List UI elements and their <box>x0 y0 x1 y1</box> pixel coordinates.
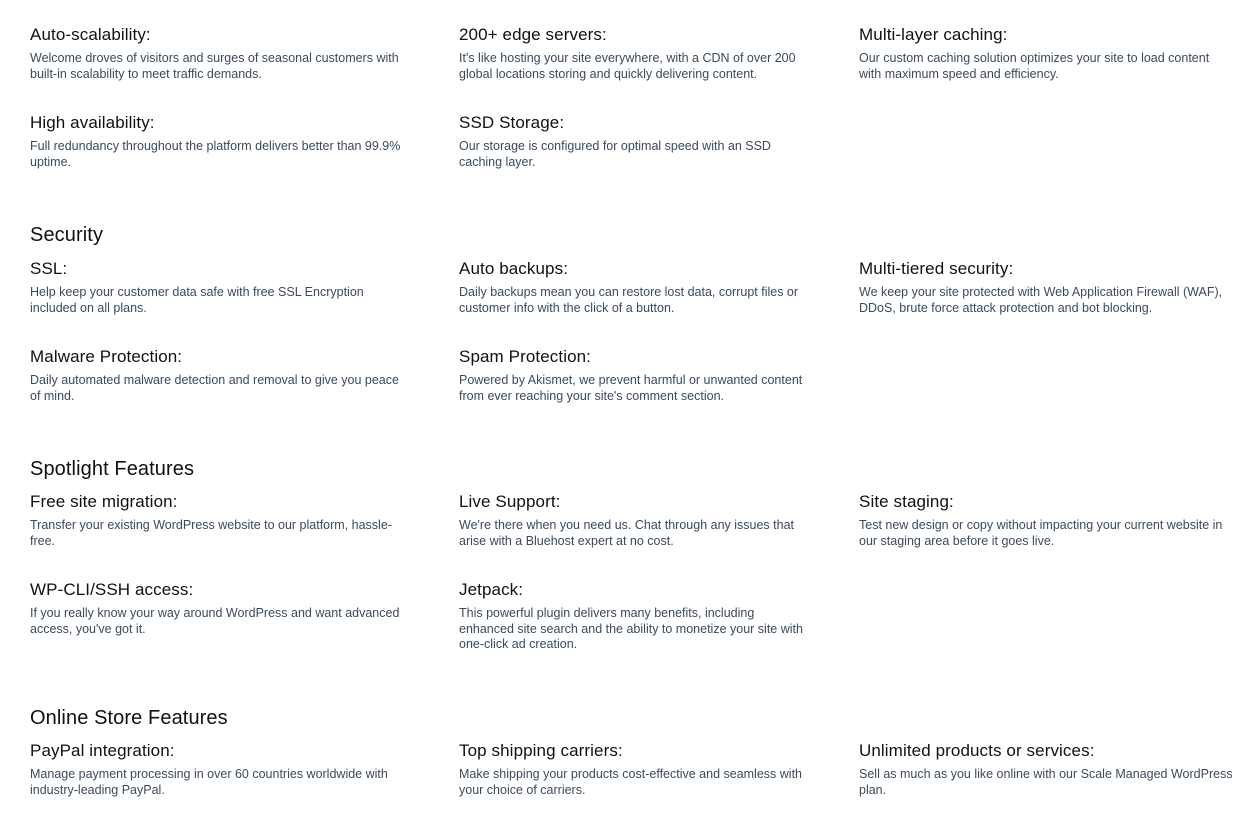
feature-description: Daily automated malware detection and removal to give you peace of mind. <box>30 373 399 403</box>
feature-ssd-storage <box>459 113 809 170</box>
feature-title: Malware Protection: <box>30 347 183 366</box>
feature-title: Auto backups: <box>459 259 569 278</box>
feature-multi-tiered-security <box>859 259 1234 316</box>
feature-spam-protection <box>459 347 809 404</box>
feature-description: Sell as much as you like online with our Scale Managed WordPress plan. <box>859 767 1233 797</box>
feature-title: Multi-tiered security: <box>859 259 1014 278</box>
feature-title: Top shipping carriers: <box>459 741 623 760</box>
feature-high-availability <box>30 113 410 170</box>
feature-auto-scalability <box>30 25 410 82</box>
feature-edge-servers <box>459 25 809 82</box>
feature-title: High availability: <box>30 113 155 132</box>
feature-unlimited-products <box>859 741 1234 798</box>
feature-title: SSL: <box>30 259 68 278</box>
feature-description: If you really know your way around WordPress and want advanced access, you've got it. <box>30 606 400 636</box>
feature-multi-layer-caching <box>859 25 1234 82</box>
feature-title: Spam Protection: <box>459 347 591 366</box>
section-title-security: Security <box>30 224 104 246</box>
feature-title: Site staging: <box>859 492 954 511</box>
feature-description: This powerful plugin delivers many benefits, including enhanced site search and the ability to monetize your site with one-click ad creation. <box>459 606 803 652</box>
feature-paypal-integration <box>30 741 410 798</box>
feature-description: Welcome droves of visitors and surges of seasonal customers with built-in scalability to meet traffic demands. <box>30 51 399 81</box>
feature-title: Jetpack: <box>459 580 524 599</box>
feature-description: Our storage is configured for optimal speed with an SSD caching layer. <box>459 139 771 169</box>
feature-title: SSD Storage: <box>459 113 565 132</box>
feature-description: Make shipping your products cost-effective and seamless with your choice of carriers. <box>459 767 802 797</box>
feature-jetpack <box>459 580 809 653</box>
feature-description: Powered by Akismet, we prevent harmful or unwanted content from ever reaching your site's comment section. <box>459 373 803 403</box>
feature-description: We're there when you need us. Chat through any issues that arise with a Bluehost expert at no cost. <box>459 518 794 548</box>
feature-wp-cli-ssh-access <box>30 580 410 637</box>
feature-description: We keep your site protected with Web Application Firewall (WAF), DDoS, brute force attack protection and bot blocking. <box>859 285 1223 315</box>
feature-title: PayPal integration: <box>30 741 175 760</box>
section-title-spotlight: Spotlight Features <box>30 458 195 480</box>
feature-description: It's like hosting your site everywhere, with a CDN of over 200 global locations storing and quickly delivering content. <box>459 51 796 81</box>
feature-description: Full redundancy throughout the platform delivers better than 99.9% uptime. <box>30 139 401 169</box>
section-title-online-store: Online Store Features <box>30 707 228 729</box>
feature-ssl <box>30 259 410 316</box>
feature-title: Unlimited products or services: <box>859 741 1095 760</box>
feature-auto-backups <box>459 259 809 316</box>
feature-malware-protection <box>30 347 410 404</box>
feature-free-site-migration <box>30 492 410 549</box>
feature-title: Multi-layer caching: <box>859 25 1008 44</box>
feature-description: Daily backups mean you can restore lost data, corrupt files or customer info with the click of a button. <box>459 285 799 315</box>
feature-title: 200+ edge servers: <box>459 25 607 44</box>
feature-description: Manage payment processing in over 60 countries worldwide with industry-leading PayPal. <box>30 767 388 797</box>
feature-top-shipping-carriers <box>459 741 809 798</box>
feature-title: Auto-scalability: <box>30 25 151 44</box>
feature-description: Our custom caching solution optimizes your site to load content with maximum speed and efficiency. <box>859 51 1210 81</box>
feature-title: Free site migration: <box>30 492 178 511</box>
feature-title: Live Support: <box>459 492 561 511</box>
feature-title: WP-CLI/SSH access: <box>30 580 194 599</box>
feature-description: Test new design or copy without impacting your current website in our staging area before it goes live. <box>859 518 1223 548</box>
feature-live-support <box>459 492 809 549</box>
feature-site-staging <box>859 492 1234 549</box>
feature-description: Help keep your customer data safe with free SSL Encryption included on all plans. <box>30 285 364 315</box>
feature-description: Transfer your existing WordPress website to our platform, hassle-free. <box>30 518 392 548</box>
